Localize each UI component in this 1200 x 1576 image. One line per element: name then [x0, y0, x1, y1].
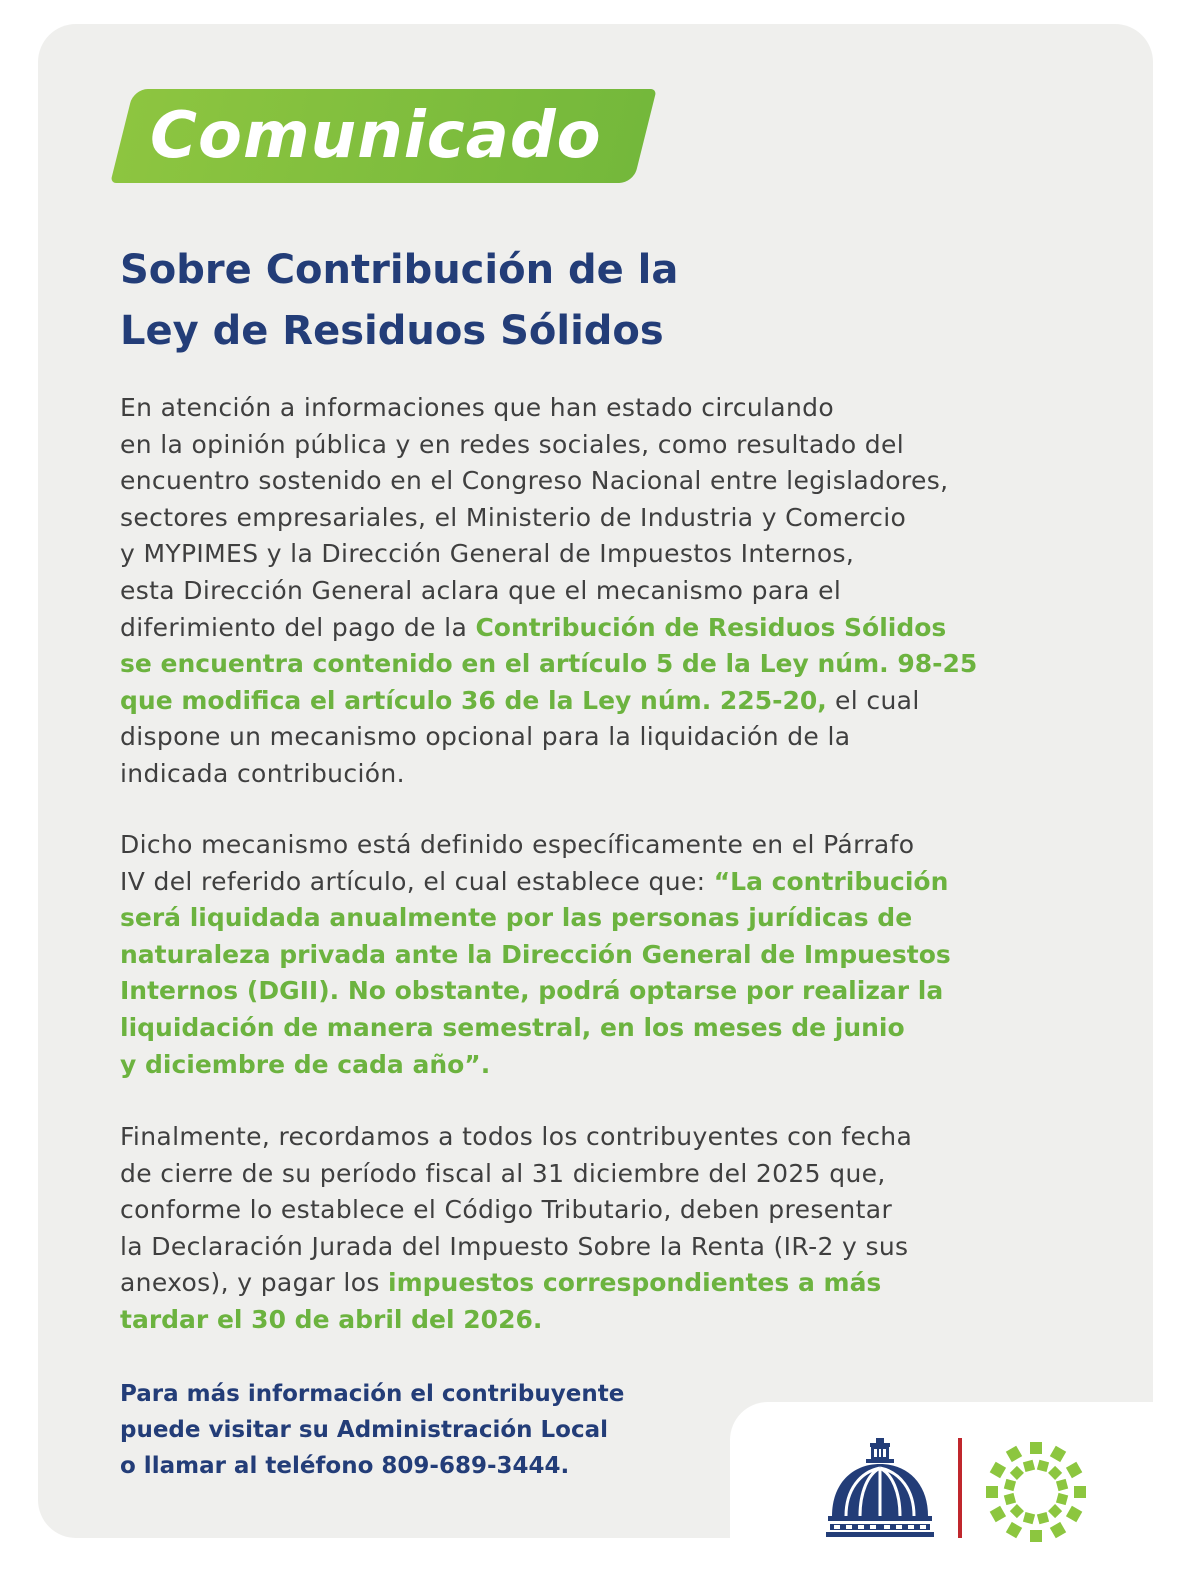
contact-info [120, 1376, 740, 1484]
contact-line: puede visitar su Administración Local [120, 1417, 609, 1443]
badge-label: Comunicado [150, 99, 602, 173]
highlight-text: que modifica el artículo 36 de la Ley núm. 225-20, [120, 685, 827, 715]
text-line: conforme lo establece el Código Tributario, deben presentar [120, 1195, 893, 1225]
title-line-1: Sobre Contribución de la [120, 247, 679, 293]
text-line: en la opinión pública y en redes sociales, como resultado del [120, 429, 905, 459]
text-line: anexos), y pagar los [120, 1268, 389, 1298]
highlight-text: Contribución de Residuos Sólidos [475, 612, 947, 642]
paragraph-2 [120, 827, 1080, 1083]
text-line: sectores empresariales, el Ministerio de Industria y Comercio [120, 502, 907, 532]
text-line: En atención a informaciones que han estado circulando [120, 393, 835, 422]
green-sun-logo-icon [984, 1440, 1088, 1544]
text-line: y MYPIMES y la Dirección General de Impuestos Internos, [120, 539, 855, 569]
highlight-text: Internos (DGII). No obstante, podrá optarse por realizar la [120, 976, 944, 1006]
text-line: el cual [826, 685, 920, 715]
logo-divider [958, 1438, 962, 1538]
highlight-text: será liquidada anualmente por las personas jurídicas de [120, 903, 913, 933]
text-line: IV del referido artículo, el cual establece que: [120, 866, 714, 896]
text-line: Dicho mecanismo está definido específicamente en el Párrafo [120, 830, 915, 859]
title-line-2: Ley de Residuos Sólidos [120, 308, 664, 354]
highlight-text: y diciembre de cada año”. [120, 1049, 491, 1079]
text-line: diferimiento del pago de la [120, 612, 476, 642]
contact-line: Para más información el contribuyente [120, 1381, 625, 1407]
highlight-text: tardar el 30 de abril del 2026. [120, 1304, 543, 1334]
paragraph-3 [120, 1119, 1080, 1339]
highlight-text: se encuentra contenido en el artículo 5 de la Ley núm. 98-25 [120, 649, 978, 679]
contact-phone: o llamar al teléfono 809-689-3444. [120, 1453, 570, 1479]
government-dome-logo-icon [826, 1438, 934, 1538]
text-line: encuentro sostenido en el Congreso Nacional entre legisladores, [120, 466, 949, 496]
highlight-text: liquidación de manera semestral, en los meses de junio [120, 1012, 905, 1042]
text-line: dispone un mecanismo opcional para la liquidación de la [120, 722, 851, 752]
text-line: esta Dirección General aclara que el mecanismo para el [120, 575, 842, 605]
highlight-text: naturaleza privada ante la Dirección General de Impuestos [120, 939, 951, 969]
text-line: de cierre de su período fiscal al 31 diciembre del 2025 que, [120, 1158, 886, 1188]
text-line: la Declaración Jurada del Impuesto Sobre la Renta (IR-2 y sus [120, 1231, 909, 1261]
paragraph-1 [120, 390, 1080, 793]
highlight-text: “La contribución [713, 866, 949, 896]
text-line: indicada contribución. [120, 758, 405, 788]
page-title [120, 240, 940, 362]
highlight-text: impuestos correspondientes a más [388, 1268, 882, 1298]
logo-panel [730, 1402, 1153, 1576]
text-line: Finalmente, recordamos a todos los contribuyentes con fecha [120, 1122, 913, 1151]
